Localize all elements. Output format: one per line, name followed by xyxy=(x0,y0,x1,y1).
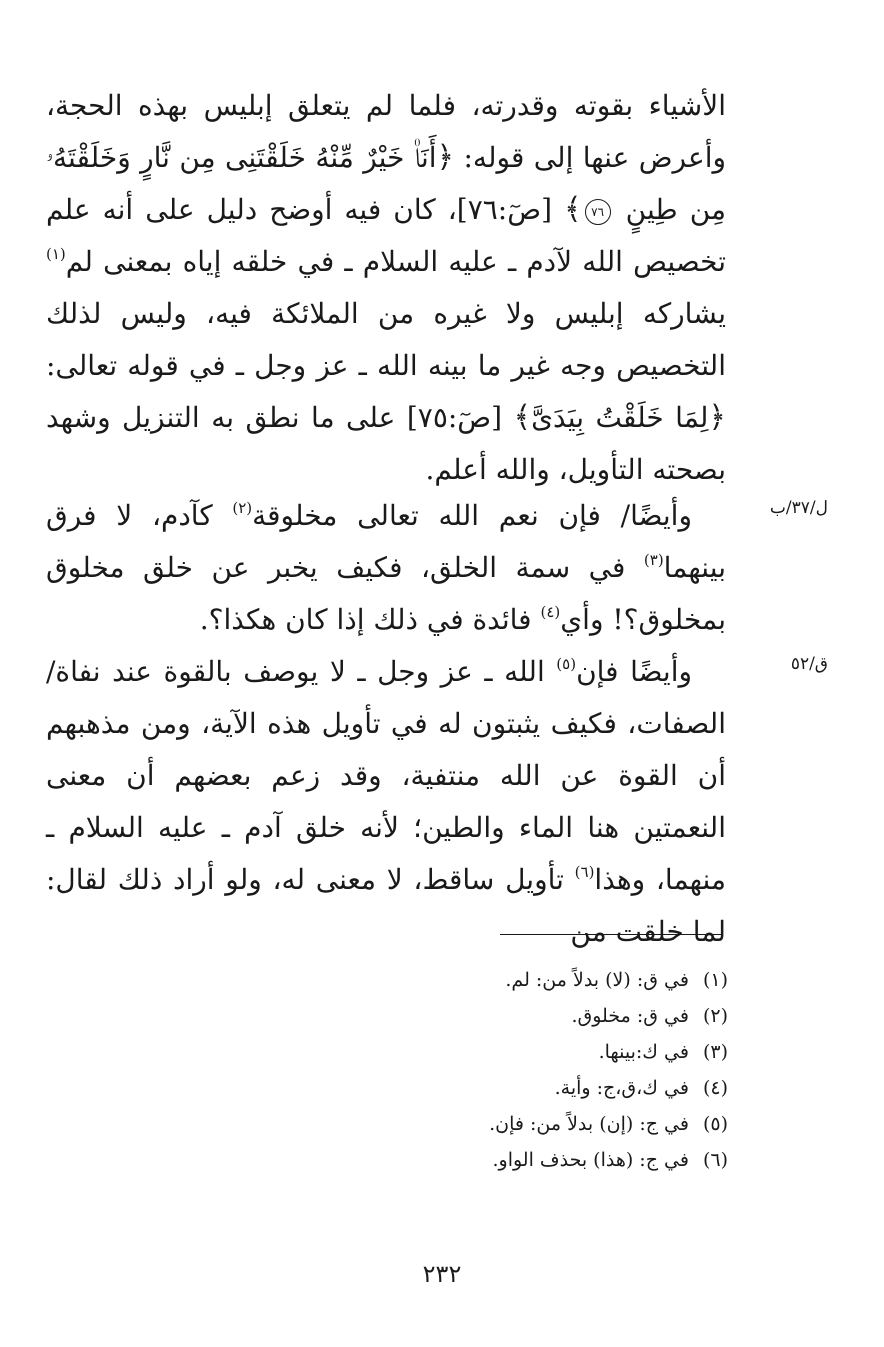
body-paragraph-2 xyxy=(46,490,726,646)
paragraph-text: الأشياء بقوته وقدرته، فلما لم يتعلق إبليس بهذه الحجة، وأعرض عنها إلى قوله: xyxy=(46,89,726,174)
quran-close-bracket: ﴾ xyxy=(513,400,532,435)
paragraph-text: يشاركه إبليس ولا غيره من الملائكة فيه، وليس لذلك التخصيص وجه غير ما بينه الله ـ عز وجل ـ في قوله تعالى: xyxy=(46,297,726,382)
footnote-number: (٦) xyxy=(702,1149,728,1171)
body-paragraph-1 xyxy=(46,80,726,496)
footnote-text: في ق: مخلوق. xyxy=(571,1005,689,1027)
footnote-number: (٤) xyxy=(702,1077,728,1099)
paragraph-text: الله ـ عز وجل ـ لا يوصف بالقوة عند نفاة/ الصفات، فكيف يثبتون له في تأويل هذه الآية، ومن مذهبهم أن القوة عن الله منتفية، وقد زعم بعضهم أن معنى النعمتين هنا الماء والطين؛ لأنه خلق آدم ـ عليه السلام ـ منهما، وهذا xyxy=(46,655,726,896)
footnote-text: في ك:بينها. xyxy=(598,1041,689,1063)
paragraph-text: كآدم، لا فرق بينهما xyxy=(46,499,726,584)
footnote-4 xyxy=(288,1070,728,1106)
footnote-ref-6: (٦) xyxy=(574,863,595,881)
ayah-number-marker: ٧٦ xyxy=(585,199,611,225)
footnote-ref-4: (٤) xyxy=(540,603,561,621)
footnote-ref-2: (٢) xyxy=(232,499,253,517)
paragraph-text: في سمة الخلق، فكيف يخبر عن خلق مخلوق بمخلوق؟! وأي xyxy=(46,551,726,636)
footnote-number: (٥) xyxy=(702,1113,728,1135)
paragraph-text: تأويل ساقط، لا معنى له، ولو أراد ذلك لقال: لما خلقت من xyxy=(46,863,726,948)
quran-close-bracket: ﴾ xyxy=(564,192,582,227)
footnote-text: في ق: (لا) بدلاً من: لم. xyxy=(505,969,689,991)
footnote-text: في ج: (هذا) بحذف الواو. xyxy=(492,1149,689,1171)
footnote-3 xyxy=(288,1034,728,1070)
paragraph-text: وأيضًا فإن xyxy=(576,655,692,688)
quran-verse: لِمَا خَلَقْتُ بِيَدَىَّ xyxy=(531,401,709,434)
manuscript-margin-note: ق/٥٢ xyxy=(790,654,828,674)
footnote-ref-1: (١) xyxy=(46,245,66,263)
paragraph-text: [صٓ:٧٥] على ما نطق به التنزيل وشهد بصحته التأويل، والله أعلم. xyxy=(46,401,726,486)
body-paragraph-3 xyxy=(46,646,726,958)
footnote-number: (٢) xyxy=(702,1005,728,1027)
paragraph-text: فائدة في ذلك إذا كان هكذا؟. xyxy=(199,603,541,636)
footnote-6 xyxy=(288,1142,728,1178)
footnote-ref-3: (٣) xyxy=(643,551,664,569)
footnote-text: في ج: (إن) بدلاً من: فإن. xyxy=(489,1113,689,1135)
footnote-divider xyxy=(500,934,722,935)
footnote-5 xyxy=(288,1106,728,1142)
quran-open-bracket: ﴿ xyxy=(436,140,455,175)
footnote-number: (١) xyxy=(702,969,728,991)
manuscript-margin-note: ل/٣٧/ب xyxy=(769,498,828,518)
footnote-text: في ك،ق،ج: وأية. xyxy=(554,1077,689,1099)
paragraph-text: [صٓ:٧٦]، كان فيه أوضح دليل على أنه علم تخصيص الله لآدم ـ عليه السلام ـ في خلقه إياه بمعنى لم xyxy=(46,193,726,278)
quran-verse: أَنَا۠ خَيْرٌ مِّنْهُ خَلَقْتَنِى مِن نَّارٍ وَخَلَقْتَهُۥ مِن طِينٍ xyxy=(46,141,727,226)
footnotes-section xyxy=(288,962,728,1178)
footnote-1 xyxy=(288,962,728,998)
paragraph-text: وأيضًا/ فإن نعم الله تعالى مخلوقة xyxy=(252,499,692,532)
quran-open-bracket: ﴿ xyxy=(708,400,726,435)
footnote-number: (٣) xyxy=(702,1041,728,1063)
footnote-2 xyxy=(288,998,728,1034)
page-number: ٢٣٢ xyxy=(422,1260,462,1288)
footnote-ref-5: (٥) xyxy=(556,655,577,673)
